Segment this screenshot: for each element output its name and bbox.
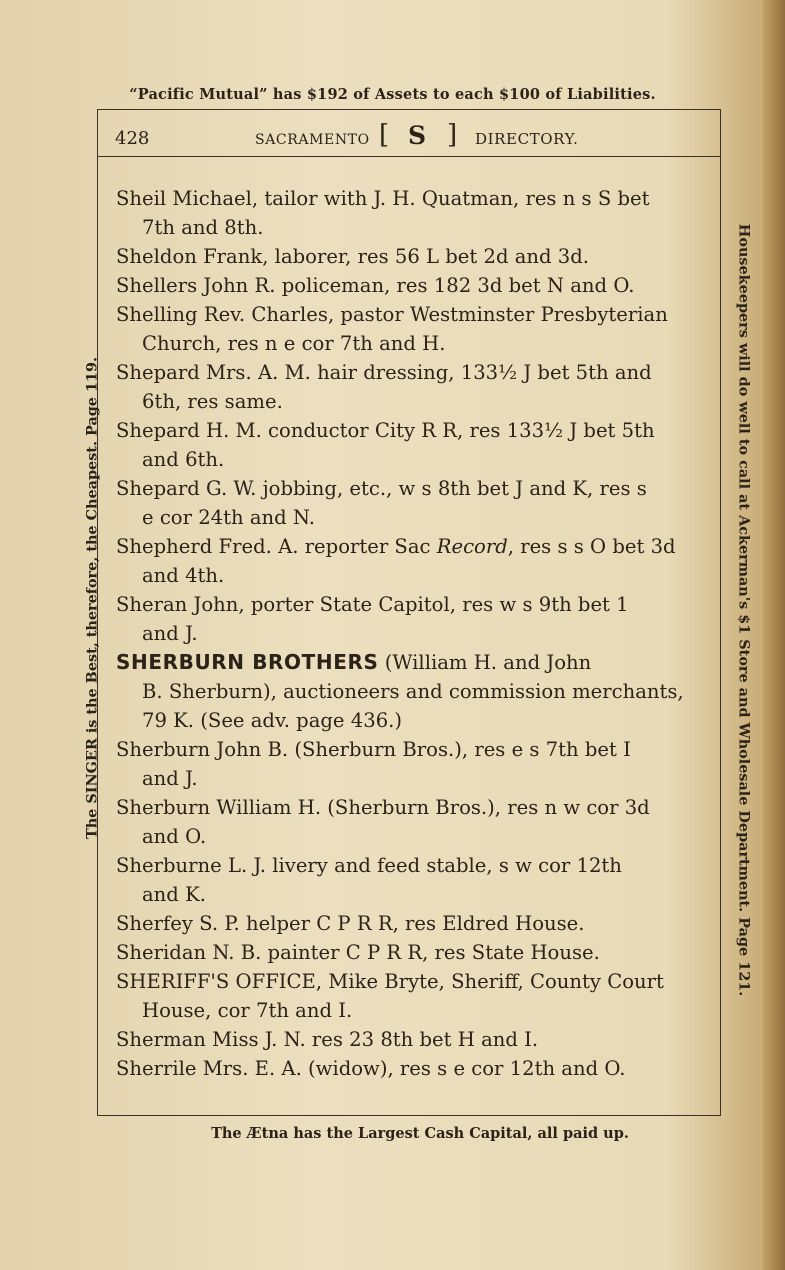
entry-line: 7th and 8th. [142,216,264,239]
entry-line: 79 K. (See adv. page 436.) [142,709,403,732]
entry-line: Sherburn John B. (Sherburn Bros.), res e s 7th bet I [116,738,631,761]
entry-line: and K. [142,883,206,906]
entry-line: Sherfey S. P. helper C P R R, res Eldred House. [116,912,585,935]
entry-line: e cor 24th and N. [142,506,316,529]
entry-line: and J. [142,622,198,645]
entry-line: Shepard G. W. jobbing, etc., w s 8th bet J and K, res s [116,477,647,500]
entry-line: Shepard Mrs. A. M. hair dressing, 133½ J bet 5th and [116,361,652,384]
entry-line: SHERIFF'S OFFICE, Mike Bryte, Sheriff, County Court [116,970,664,993]
entry-text: (William H. and John [378,651,592,674]
entry-line: Sherburn William H. (Sherburn Bros.), res n w cor 3d [116,796,650,819]
entry-line: Sheldon Frank, laborer, res 56 L bet 2d and 3d. [116,245,590,268]
firm-name: SHERBURN BROTHERS [116,650,379,674]
book-spine-edge [763,0,785,1270]
page-number: 428 [115,128,150,149]
entry-line: and 6th. [142,448,225,471]
entry-line: Shellers John R. policeman, res 182 3d bet N and O. [116,274,635,297]
bracket-right: ] [447,120,458,150]
newspaper-name: Record [436,535,508,558]
bracket-left: [ [379,120,390,150]
entry-line: B. Sherburn), auctioneers and commission merchants, [142,680,684,703]
right-margin-advert-text: Housekeepers will do well to call at Ackerman's $1 Store and Wholesale Department. Page 121. [735,223,753,997]
city-name: SACRAMENTO [255,132,370,148]
entry-line: Sheran John, porter State Capitol, res w s 9th bet 1 [116,593,629,616]
entry-line: Sherburne L. J. livery and feed stable, s w cor 12th [116,854,622,877]
entry-line [116,648,591,677]
entry-line: 6th, res same. [142,390,283,413]
top-advertisement: “Pacific Mutual” has $192 of Assets to each $100 of Liabilities. [129,86,656,103]
entry-line: Shelling Rev. Charles, pastor Westminster Presbyterian [116,303,668,326]
entry-line: House, cor 7th and I. [142,999,353,1022]
header-rule [97,156,721,157]
section-letter: S [408,121,427,150]
entry-line [116,532,676,561]
entry-line: Sheil Michael, tailor with J. H. Quatman, res n s S bet [116,187,650,210]
section-title: DIRECTORY. [475,130,579,148]
entry-line: and J. [142,767,198,790]
entry-text: , res s s O bet 3d [507,535,676,558]
entry-line: Sheridan N. B. painter C P R R, res State House. [116,941,600,964]
left-margin-advert-text: The SINGER is the Best, therefore, the Cheapest. Page 119. [83,356,101,840]
bottom-advertisement: The Ætna has the Largest Cash Capital, all paid up. [211,1125,629,1142]
entry-text: Shepherd Fred. A. reporter Sac [116,535,437,558]
entry-line: Church, res n e cor 7th and H. [142,332,446,355]
entry-line: Shepard H. M. conductor City R R, res 133½ J bet 5th [116,419,655,442]
entry-line: and O. [142,825,207,848]
entry-line: Sherrile Mrs. E. A. (widow), res s e cor 12th and O. [116,1057,626,1080]
entry-line: and 4th. [142,564,225,587]
running-header [97,118,721,154]
entry-line: Sherman Miss J. N. res 23 8th bet H and I. [116,1028,539,1051]
